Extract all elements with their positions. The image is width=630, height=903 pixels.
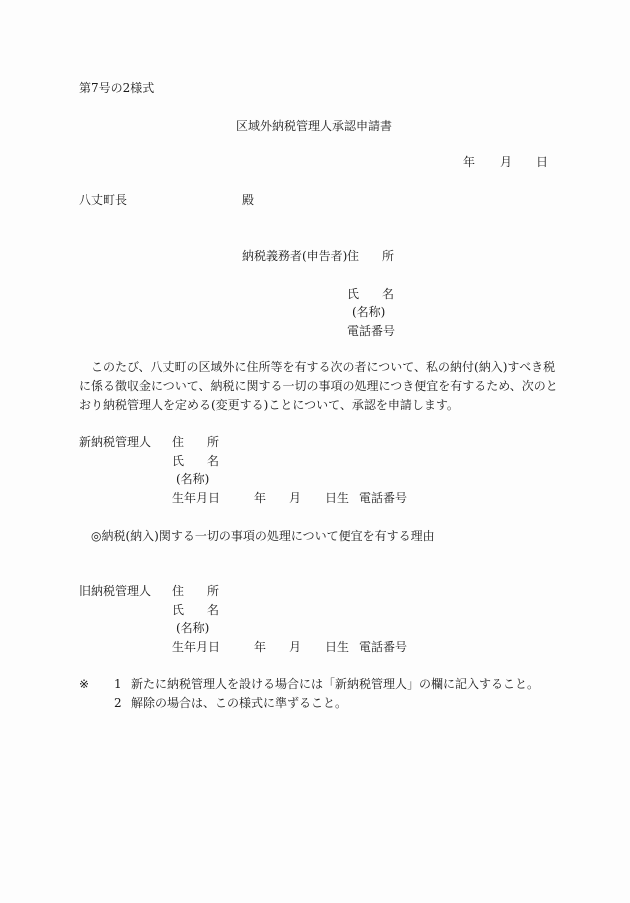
new-manager-name-alt: (名称): [176, 472, 210, 486]
applicant-label: 納税義務者(申告者): [242, 249, 348, 263]
applicant-address-a: 住: [347, 249, 360, 263]
new-manager-name-b: 名: [207, 454, 220, 468]
applicant-address-b: 所: [382, 249, 395, 263]
new-manager-name-a: 氏: [172, 454, 185, 468]
document-title: 区域外納税管理人承認申請書: [236, 119, 393, 133]
old-manager-birth-day: 日生: [325, 640, 350, 654]
reason-label: ◎納税(納入)関する一切の事項の処理について便宜を有する理由: [91, 529, 435, 543]
old-manager-birth-month: 月: [289, 640, 302, 654]
old-manager-name-b: 名: [207, 603, 220, 617]
applicant-name-a: 氏: [347, 287, 360, 301]
date-day: 日: [536, 155, 549, 169]
new-manager-address-a: 住: [172, 435, 185, 449]
new-manager-birth-year: 年: [254, 491, 267, 505]
body-line-2: に係る徴収金について、納税に関する一切の事項の処理につき便宜を有するため、次のと: [79, 379, 558, 393]
new-manager-label: 新納税管理人: [79, 435, 152, 449]
old-manager-label: 旧納税管理人: [79, 584, 152, 598]
old-manager-address-a: 住: [172, 584, 185, 598]
new-manager-address-b: 所: [207, 435, 220, 449]
addressee-honorific: 殿: [242, 193, 255, 207]
notes-mark: ※: [79, 677, 90, 691]
body-line-1: このたび、八丈町の区域外に住所等を有する次の者について、私の納付(納入)すべき税: [91, 360, 556, 374]
new-manager-birth-day: 日生: [325, 491, 350, 505]
date-year: 年: [463, 155, 476, 169]
new-manager-birth-month: 月: [289, 491, 302, 505]
old-manager-name-a: 氏: [172, 603, 185, 617]
applicant-name-b: 名: [382, 287, 395, 301]
new-manager-phone: 電話番号: [359, 491, 408, 505]
body-line-3: おり納税管理人を定める(変更する)ことについて、承認を申請します。: [79, 398, 459, 412]
old-manager-name-alt: (名称): [176, 621, 210, 635]
old-manager-birth-year: 年: [254, 640, 267, 654]
applicant-name-alt: (名称): [352, 305, 386, 319]
old-manager-birth-label: 生年月日: [172, 640, 221, 654]
date-month: 月: [500, 155, 513, 169]
old-manager-address-b: 所: [207, 584, 220, 598]
note-2-number: 2: [114, 696, 122, 710]
addressee-name: 八丈町長: [79, 193, 128, 207]
note-2-text: 解除の場合は、この様式に準ずること。: [131, 696, 348, 710]
note-1-text: 新たに納税管理人を設ける場合には「新納税管理人」の欄に記入すること。: [131, 677, 540, 691]
old-manager-phone: 電話番号: [359, 640, 408, 654]
new-manager-birth-label: 生年月日: [172, 491, 221, 505]
note-1-number: 1: [114, 677, 122, 691]
applicant-phone: 電話番号: [347, 324, 396, 338]
form-number: 第7号の2様式: [79, 81, 155, 95]
